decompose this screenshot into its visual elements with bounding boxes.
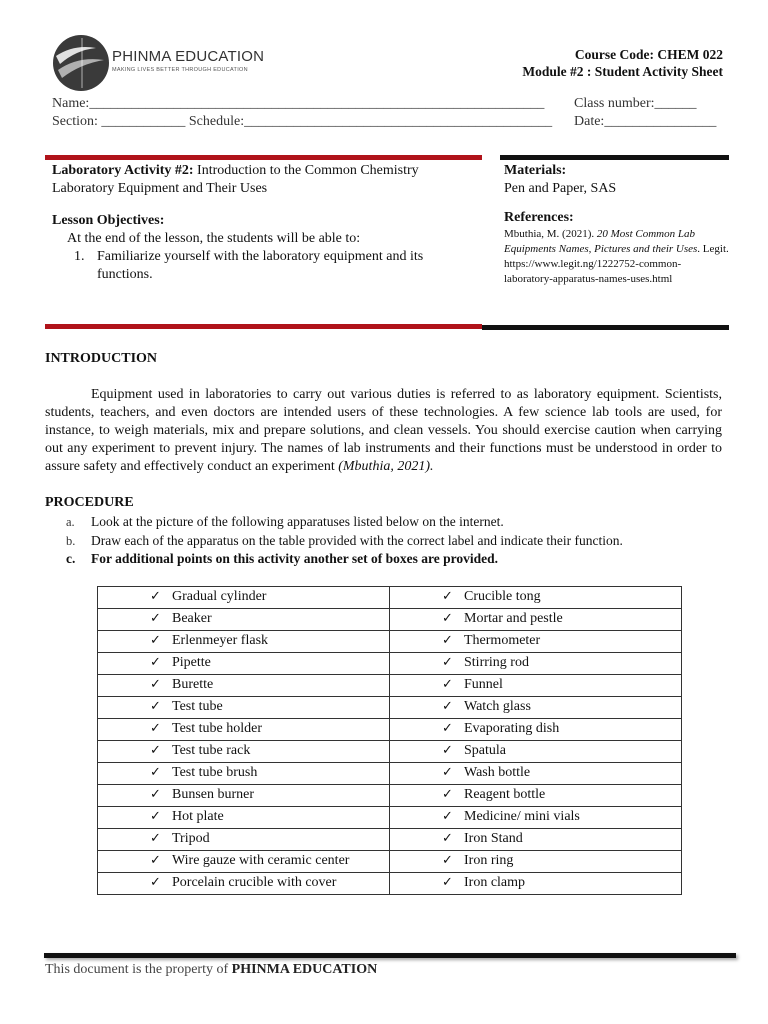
equipment-item: Test tube (172, 699, 223, 714)
check-icon: ✓ (442, 875, 453, 890)
course-info (522, 46, 723, 80)
table-cell (98, 785, 390, 807)
top-right-dark-bar (500, 155, 729, 160)
table-cell (390, 653, 682, 675)
table-cell (98, 719, 390, 741)
table-cell (390, 675, 682, 697)
check-icon: ✓ (150, 875, 161, 890)
equipment-item: Crucible tong (464, 589, 541, 604)
activity-label: Laboratory Activity #2: (52, 163, 194, 178)
table-cell (390, 587, 682, 609)
equipment-item: Burette (172, 677, 214, 692)
table-cell (390, 873, 682, 895)
table-cell (98, 873, 390, 895)
table-row (98, 807, 682, 829)
activity-title (52, 162, 472, 198)
reference-author: Mbuthia, M. (2021). (504, 228, 597, 240)
check-icon: ✓ (150, 699, 161, 714)
table-cell (390, 719, 682, 741)
table-cell (390, 741, 682, 763)
logo-tagline: MAKING LIVES BETTER THROUGH EDUCATION (112, 67, 248, 73)
check-icon: ✓ (442, 589, 453, 604)
module-title: Module #2 : Student Activity Sheet (522, 64, 723, 79)
check-icon: ✓ (442, 743, 453, 758)
table-row (98, 697, 682, 719)
procedure-list (66, 513, 726, 569)
reference-entry (504, 227, 729, 287)
date-field[interactable]: Date:________________ (574, 114, 717, 129)
student-fields (52, 96, 732, 132)
equipment-item: Evaporating dish (464, 721, 560, 736)
footer-text: This document is the property of (45, 962, 232, 977)
table-cell (98, 741, 390, 763)
references-title: References: (504, 210, 574, 225)
check-icon: ✓ (150, 589, 161, 604)
class-number-field[interactable]: Class number:______ (574, 96, 697, 111)
table-cell (98, 763, 390, 785)
introduction-citation: (Mbuthia, 2021). (338, 459, 434, 474)
table-cell (98, 653, 390, 675)
equipment-item: Test tube rack (172, 743, 251, 758)
materials-references (504, 162, 729, 287)
mid-right-dark-bar (482, 325, 729, 330)
table-cell (390, 631, 682, 653)
introduction-body (45, 386, 722, 476)
check-icon: ✓ (150, 853, 161, 868)
check-icon: ✓ (442, 633, 453, 648)
check-icon: ✓ (442, 853, 453, 868)
table-cell (390, 851, 682, 873)
check-icon: ✓ (442, 611, 453, 626)
table-cell (390, 609, 682, 631)
equipment-item: Reagent bottle (464, 787, 546, 802)
procedure-text: Look at the picture of the following apparatuses listed below on the internet. (91, 514, 504, 529)
equipment-item: Erlenmeyer flask (172, 633, 269, 648)
check-icon: ✓ (150, 633, 161, 648)
phinma-logo-icon (52, 34, 110, 92)
objective-item (52, 248, 472, 284)
reference-url[interactable]: https://www.legit.ng/1222752-common-laboratory-apparatus-names-uses.html (504, 258, 682, 285)
check-icon: ✓ (150, 743, 161, 758)
objective-number: 1. (74, 249, 85, 264)
equipment-item: Beaker (172, 611, 212, 626)
table-cell (98, 587, 390, 609)
equipment-item: Watch glass (464, 699, 531, 714)
section-schedule-field[interactable]: Section: ____________ Schedule:____________________________________________ (52, 114, 553, 129)
table-cell (98, 631, 390, 653)
footer-bar (44, 953, 736, 958)
logo-name: PHINMA EDUCATION (112, 48, 265, 65)
table-row (98, 675, 682, 697)
table-row (98, 653, 682, 675)
procedure-item (66, 513, 726, 532)
equipment-item: Mortar and pestle (464, 611, 563, 626)
procedure-text: For additional points on this activity another set of boxes are provided. (91, 551, 499, 566)
table-row (98, 609, 682, 631)
equipment-item: Funnel (464, 677, 503, 692)
equipment-item: Stirring rod (464, 655, 529, 670)
table-cell (98, 829, 390, 851)
table-cell (390, 807, 682, 829)
check-icon: ✓ (442, 655, 453, 670)
table-cell (390, 763, 682, 785)
phinma-logo (52, 34, 265, 94)
check-icon: ✓ (150, 677, 161, 692)
equipment-item: Medicine/ mini vials (464, 809, 580, 824)
table-row (98, 719, 682, 741)
check-icon: ✓ (150, 765, 161, 780)
course-code: Course Code: CHEM 022 (574, 47, 723, 62)
equipment-item: Test tube brush (172, 765, 258, 780)
procedure-item (66, 550, 726, 569)
check-icon: ✓ (442, 721, 453, 736)
activity-section (52, 162, 472, 284)
check-icon: ✓ (442, 699, 453, 714)
objective-text: Familiarize yourself with the laboratory equipment and its functions. (97, 249, 424, 282)
table-cell (390, 829, 682, 851)
check-icon: ✓ (150, 809, 161, 824)
check-icon: ✓ (442, 765, 453, 780)
introduction-heading: INTRODUCTION (45, 351, 158, 366)
equipment-item: Iron ring (464, 853, 514, 868)
equipment-item: Wash bottle (464, 765, 531, 780)
check-icon: ✓ (442, 831, 453, 846)
objectives-title: Lesson Objectives: (52, 213, 165, 228)
activity-title-text: Introduction to the Common Chemistry Laboratory Equipment and Their Uses (52, 163, 419, 196)
table-cell (98, 697, 390, 719)
check-icon: ✓ (442, 809, 453, 824)
table-cell (98, 807, 390, 829)
check-icon: ✓ (150, 831, 161, 846)
procedure-letter: a. (66, 515, 75, 529)
table-cell (98, 609, 390, 631)
equipment-item: Iron clamp (464, 875, 526, 890)
reference-work: 20 Most Common Lab Equipments Names, Pictures and their Uses (504, 228, 698, 255)
equipment-table (97, 586, 682, 895)
table-cell (98, 851, 390, 873)
footer-brand: PHINMA EDUCATION (231, 962, 378, 977)
table-row (98, 741, 682, 763)
equipment-item: Porcelain crucible with cover (172, 875, 337, 890)
introduction-text: Equipment used in laboratories to carry out various duties is referred to as laboratory equipment. Scientists, students, teachers, and even doctors are intended users of these technologies. A few science lab tools are used, for instance, to weigh materials, mix and prepare solutions, and clean vessels. You should exercise caution when carrying out any experiment to prevent injury. The names of lab instruments and their functions must be understood in order to assure safety and effectively conduct an experiment (45, 387, 722, 474)
equipment-item: Pipette (172, 655, 211, 670)
equipment-item: Test tube holder (172, 721, 262, 736)
top-left-red-bar (45, 155, 482, 160)
table-cell (98, 675, 390, 697)
procedure-heading: PROCEDURE (45, 495, 134, 510)
equipment-item: Iron Stand (464, 831, 523, 846)
footer (45, 962, 377, 978)
equipment-item: Gradual cylinder (172, 589, 267, 604)
table-row (98, 587, 682, 609)
mid-left-red-bar (45, 324, 482, 329)
equipment-item: Wire gauze with ceramic center (172, 853, 350, 868)
materials-title: Materials: (504, 163, 567, 178)
check-icon: ✓ (150, 787, 161, 802)
check-icon: ✓ (150, 611, 161, 626)
procedure-letter: b. (66, 533, 76, 548)
table-cell (390, 785, 682, 807)
check-icon: ✓ (442, 787, 453, 802)
reference-publisher: . Legit. (697, 243, 729, 255)
table-row (98, 873, 682, 895)
check-icon: ✓ (150, 655, 161, 670)
equipment-item: Spatula (464, 743, 506, 758)
table-row (98, 631, 682, 653)
equipment-item: Thermometer (464, 633, 541, 648)
objectives-intro: At the end of the lesson, the students will be able to: (67, 231, 361, 246)
table-row (98, 763, 682, 785)
equipment-item: Bunsen burner (172, 787, 255, 802)
materials-text: Pen and Paper, SAS (504, 181, 617, 196)
check-icon: ✓ (150, 721, 161, 736)
table-row (98, 851, 682, 873)
name-field[interactable]: Name:_________________________________________________________________ (52, 96, 545, 111)
table-row (98, 785, 682, 807)
procedure-text: Draw each of the apparatus on the table provided with the correct label and indicate their function. (91, 532, 623, 548)
equipment-item: Tripod (172, 831, 210, 846)
procedure-item (66, 532, 726, 551)
equipment-item: Hot plate (172, 809, 224, 824)
table-row (98, 829, 682, 851)
check-icon: ✓ (442, 677, 453, 692)
table-cell (390, 697, 682, 719)
procedure-letter: c. (66, 551, 76, 566)
